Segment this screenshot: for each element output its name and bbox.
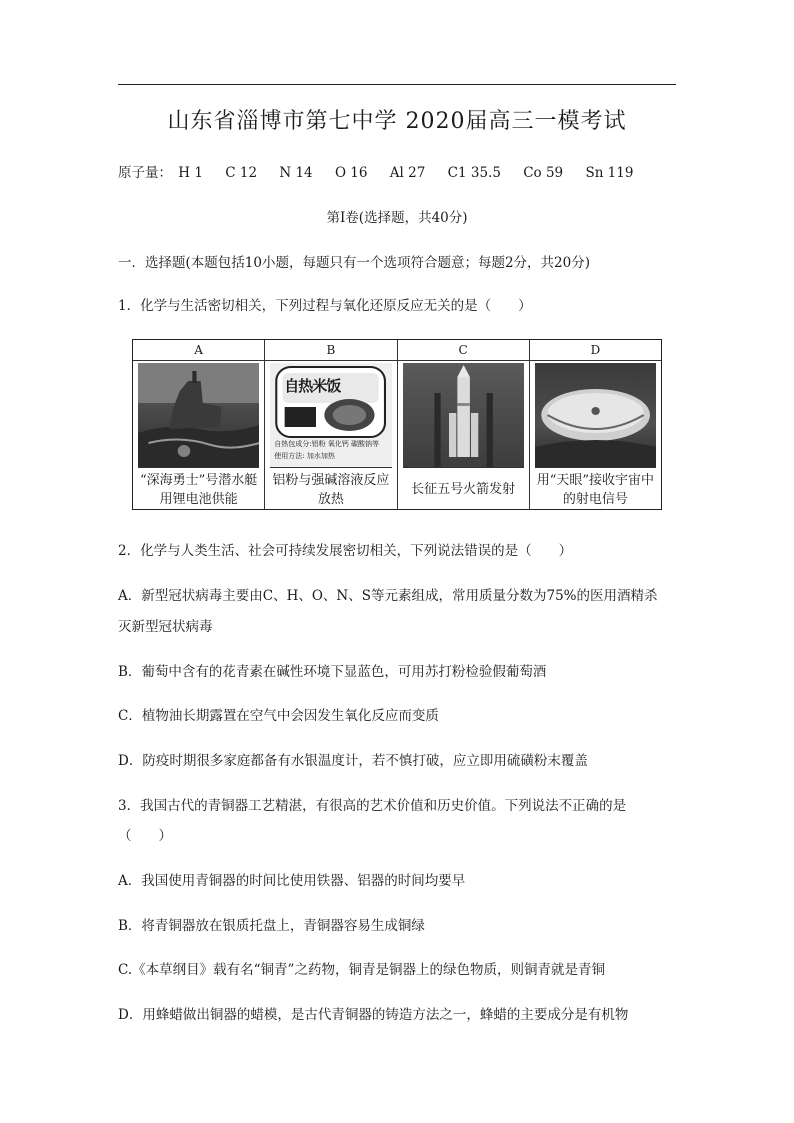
option-a-letter: A	[133, 340, 264, 361]
volume-title: 第Ⅰ卷(选择题，共40分)	[326, 210, 468, 226]
option-a-caption: “深海勇士”号潜水艇用锂电池供能	[139, 472, 258, 507]
question-2-stem: 2．化学与人类生活、社会可持续发展密切相关，下列说法错误的是（ ）	[118, 543, 573, 559]
atomic-masses-label: 原子量：	[118, 165, 172, 181]
option-c-cell	[398, 340, 530, 509]
question-1-options-table	[132, 339, 662, 510]
question-3-option-b: B．将青铜器放在银质托盘上，青铜器容易生成铜绿	[118, 918, 425, 934]
atomic-mass-sn: Sn 119	[585, 165, 634, 181]
option-c-caption: 长征五号火箭发射	[411, 482, 516, 497]
question-2-option-a-line1: A．新型冠状病毒主要由C、H、O、N、S等元素组成，常用质量分数为75%的医用酒精杀	[118, 588, 658, 604]
option-a-cell	[133, 340, 265, 509]
option-d-cell	[530, 340, 661, 509]
atomic-mass-al: Al 27	[389, 165, 426, 181]
top-rule	[118, 84, 676, 85]
atomic-mass-o: O 16	[334, 165, 368, 181]
option-b-cell	[265, 340, 397, 509]
question-3-option-d: D．用蜂蜡做出铜器的蜡模，是古代青铜器的铸造方法之一，蜂蜡的主要成分是有机物	[118, 1007, 629, 1023]
question-3-option-a: A．我国使用青铜器的时间比使用铁器、铝器的时间均要早	[118, 873, 466, 889]
exam-title: 山东省淄博市第七中学 2020届高三一模考试	[167, 109, 627, 134]
option-c-letter: C	[398, 340, 529, 361]
telescope-illustration	[535, 363, 656, 467]
atomic-mass-h: H 1	[178, 165, 203, 181]
atomic-mass-n: N 14	[279, 165, 313, 181]
submarine-photo	[138, 363, 259, 468]
option-b-letter: B	[265, 340, 396, 361]
atomic-mass-cl: C1 35.5	[447, 165, 501, 181]
atomic-mass-co: Co 59	[523, 165, 564, 181]
package-ingredients: 自热包成分:铝粉 氧化钙 碳酸钠等	[274, 440, 380, 448]
section-heading: 一．选择题(本题包括10小题，每题只有一个选项符合题意；每题2分，共20分)	[118, 255, 590, 271]
question-3-option-c: C.《本草纲目》载有名“铜青”之药物，铜青是铜器上的绿色物质，则铜青就是青铜	[118, 962, 605, 978]
option-d-caption: 用“天眼”接收宇宙中的射电信号	[536, 472, 655, 507]
question-2-option-d: D．防疫时期很多家庭都备有水银温度计，若不慎打破，应立即用硫磺粉末覆盖	[118, 753, 588, 769]
package-brand: 自热米饭	[284, 377, 341, 395]
question-3-stem-line2: （ ）	[118, 828, 172, 844]
rocket-illustration	[403, 363, 524, 467]
self-heating-rice-package	[270, 363, 391, 468]
question-3-stem-line1: 3．我国古代的青铜器工艺精湛，有很高的艺术价值和历史价值。下列说法不正确的是	[118, 798, 627, 814]
atomic-masses	[118, 161, 651, 181]
submarine-illustration	[138, 363, 259, 467]
question-2-option-c: C．植物油长期露置在空气中会因发生氧化反应而变质	[118, 708, 439, 724]
package-usage: 使用方法: 加水加热	[274, 452, 335, 460]
fast-telescope-photo	[535, 363, 656, 468]
question-1-stem: 1．化学与生活密切相关，下列过程与氧化还原反应无关的是（ ）	[118, 298, 532, 314]
question-2-option-b: B．葡萄中含有的花青素在碱性环境下显蓝色，可用苏打粉检验假葡萄酒	[118, 664, 547, 680]
option-d-letter: D	[530, 340, 661, 361]
option-b-caption: 铝粉与强碱溶液反应放热	[272, 472, 390, 507]
atomic-mass-c: C 12	[225, 165, 258, 181]
question-2-option-a-line2: 灭新型冠状病毒	[118, 619, 213, 635]
rocket-launch-photo	[403, 363, 524, 468]
